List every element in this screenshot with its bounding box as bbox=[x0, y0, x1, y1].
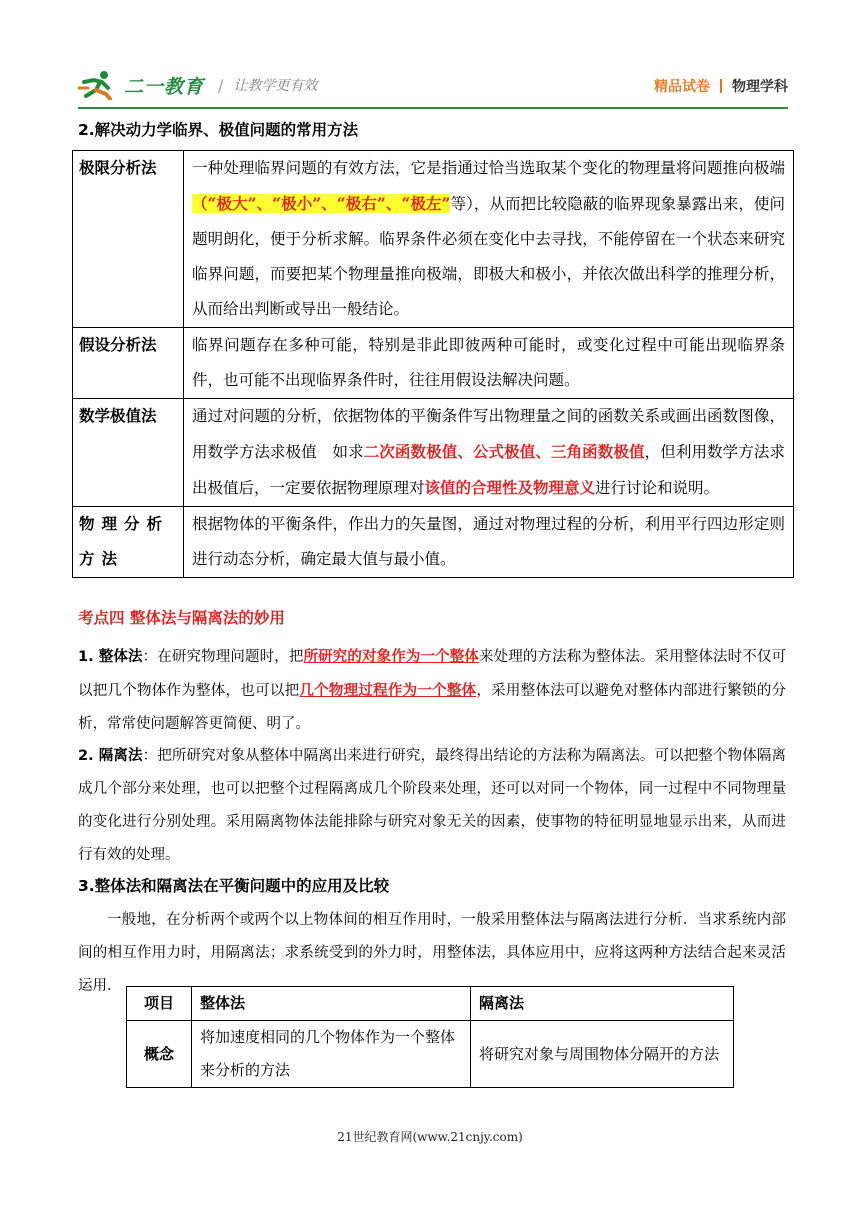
method-name: 数学极值法 bbox=[73, 399, 184, 507]
method-description: 临界问题存在多种可能，特别是非此即彼两种可能时，或变化过程中可能出现临界条件，也可能不出现临界条件时，往往用假设法解决问题。 bbox=[184, 328, 794, 399]
method-description: 根据物体的平衡条件，作出力的矢量图，通过对物理过程的分析，利用平行四边形定则进行动态分析，确定最大值与最小值。 bbox=[184, 507, 794, 578]
table-row bbox=[73, 151, 794, 328]
section-heading-methods: 2.解决动力学临界、极值问题的常用方法 bbox=[78, 121, 359, 139]
paragraph-comparison: 一般地，在分析两个或两个以上物体间的相互作用时，一般采用整体法与隔离法进行分析．当求系统内部间的相互作用力时，用隔离法；求系统受到的外力时，用整体法，具体应用中，应将这两种方法结合起来灵活运用． bbox=[78, 912, 786, 994]
page-header bbox=[78, 66, 788, 106]
header-right bbox=[654, 76, 788, 96]
table-row bbox=[127, 1021, 734, 1088]
brand-separator: / bbox=[218, 75, 224, 95]
column-header: 整体法 bbox=[192, 987, 471, 1021]
method-description: 通过对问题的分析，依据物体的平衡条件写出物理量之间的函数关系或画出函数图像，用数学方法求极值 如求二次函数极值、公式极值、三角函数极值，但利用数学方法求出极值后，一定要依据物理原理对该值的合理性及物理意义进行讨论和说明。 bbox=[184, 399, 794, 507]
brand-slogan: 让教学更有效 bbox=[233, 78, 318, 94]
highlighted-text: （“极大”、“极小”、“极右”、“极左” bbox=[192, 194, 451, 213]
column-header: 隔离法 bbox=[471, 987, 734, 1021]
column-header: 项目 bbox=[127, 987, 192, 1021]
brand-logo bbox=[78, 70, 317, 100]
paragraph-isolation: 2. 隔离法：把所研究对象从整体中隔离出来进行研究，最终得出结论的方法称为隔离法。可以把整个物体隔离成几个部分来处理，也可以把整个过程隔离成几个阶段来处理，还可以对同一个物体，同一过程中不同物理量的变化进行分别处理。采用隔离物体法能排除与研究对象无关的因素，使事物的特征明显地显示出来，从而进行有效的处理。 bbox=[78, 748, 786, 863]
method-name: 极限分析法 bbox=[73, 151, 184, 328]
methods-table bbox=[72, 150, 794, 578]
brand-name: 二一教育 bbox=[124, 75, 205, 98]
method-description: 一种处理临界问题的有效方法，它是指通过恰当选取某个变化的物理量将问题推向极端（“极大”、“极小”、“极右”、“极左”等），从而把比较隐蔽的临界现象暴露出来，使问题明朗化，便于分析求解。临界条件必须在变化中去寻找，不能停留在一个状态来研究临界问题，而要把某个物理量推向极端，即极大和极小，并依次做出科学的推理分析，从而给出判断或导出一般结论。 bbox=[184, 151, 794, 328]
page-footer: 21世纪教育网(www.21cnjy.com) bbox=[337, 1130, 523, 1144]
runner-logo-icon bbox=[78, 70, 118, 100]
section-heading-kaodian4: 考点四 整体法与隔离法的妙用 bbox=[78, 609, 285, 627]
quality-tag: 精品试卷 bbox=[654, 79, 710, 95]
paragraph-holistic: 1. 整体法：在研究物理问题时，把所研究的对象作为一个整体来处理的方法称为整体法。采用整体法时不仅可以把几个物体作为整体，也可以把几个物理过程作为一个整体，采用整体法可以避免对整体内部进行繁锁的分析，常常使问题解答更简便、明了。 bbox=[78, 648, 787, 732]
comparison-table bbox=[126, 986, 734, 1088]
table-cell: 将加速度相同的几个物体作为一个整体来分析的方法 bbox=[192, 1021, 471, 1088]
method-name: 假设分析法 bbox=[73, 328, 184, 399]
table-cell: 将研究对象与周围物体分隔开的方法 bbox=[471, 1021, 734, 1088]
table-row bbox=[73, 399, 794, 507]
underlined-emphasis: 所研究的对象作为一个整体 bbox=[303, 648, 480, 665]
header-divider bbox=[720, 79, 722, 93]
row-header: 概念 bbox=[127, 1021, 192, 1088]
table-header-row bbox=[127, 987, 734, 1021]
header-rule bbox=[78, 107, 788, 109]
subject-label: 物理学科 bbox=[732, 79, 788, 95]
section-heading-comparison: 3.整体法和隔离法在平衡问题中的应用及比较 bbox=[78, 877, 390, 895]
underlined-emphasis: 几个物理过程作为一个整体 bbox=[299, 682, 477, 699]
red-emphasis: 该值的合理性及物理意义 bbox=[424, 478, 596, 497]
table-row bbox=[73, 328, 794, 399]
red-emphasis: 二次函数极值、公式极值、三角函数极值 bbox=[363, 442, 645, 461]
method-name: 物理分析方法 bbox=[73, 507, 184, 578]
table-row bbox=[73, 507, 794, 578]
